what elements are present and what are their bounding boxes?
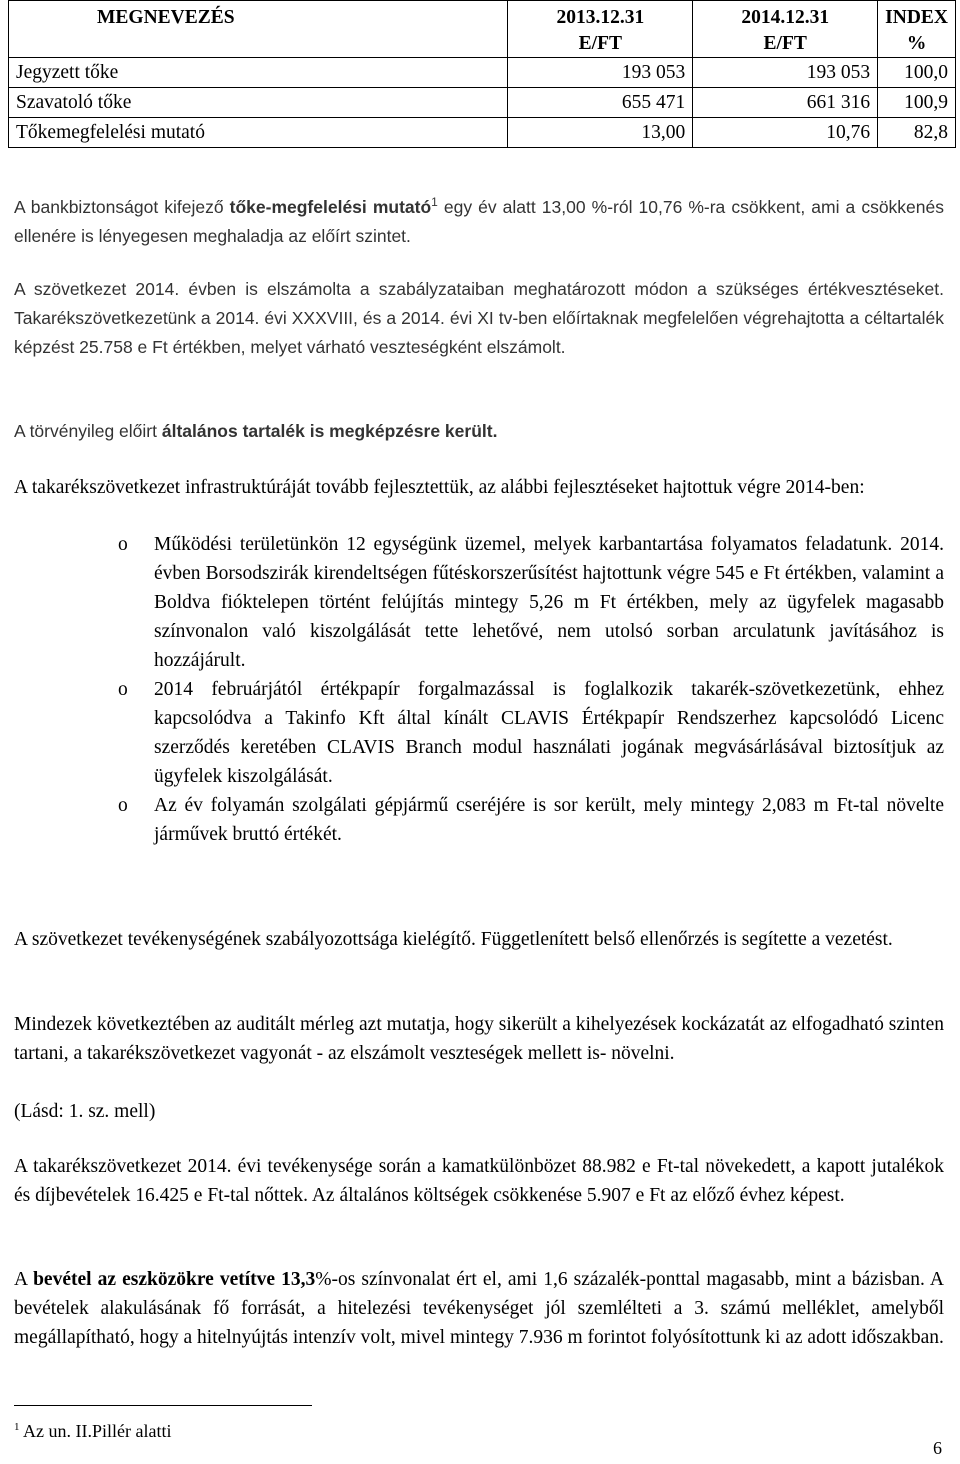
p1-bold-term: tőke-megfelelési mutató: [229, 196, 432, 217]
footnote-divider: [14, 1405, 312, 1406]
row-2014: 661 316: [693, 88, 878, 118]
list-item-text: Az év folyamán szolgálati gépjármű cseréjére is sor került, mely mintegy 2,083 m Ft-tal növelte járművek bruttó értékét.: [154, 795, 944, 845]
p3-bold-text: általános tartalék is megképzésre került.: [161, 421, 498, 441]
row-name: Tőkemegfelelési mutató: [9, 118, 508, 148]
row-index: 100,9: [878, 88, 956, 118]
list-item-text: Működési területünkön 12 egységünk üzemel, melyek karbantartása folyamatos feladatunk. 2014. évben Borsodszirák kirendeltségen fűtéskorszerűsítést hajtottunk végre 545 e Ft értékben, valamint a Boldva fióktelepen történt felújítás mintegy 5,26 m Ft értékben, mely az ügyfelek magasabb színvonalon való kiszolgálását tette lehetővé, nem utolsó sorban arculatunk javításához is hozzájárult.: [154, 534, 944, 671]
impairment-paragraph: A szövetkezet 2014. évben is elszámolta a szabályzataiban meghatározott módon a szükséges értékvesztéseket. Takarékszövetkezetünk a 2014. évi XXXVIII, és a 2014. évi XI tv-ben előírtaknak megfelelően végrehajtotta a céltartalék képzést 25.758 e Ft értékben, melyet várható veszteségként elszámolt.: [14, 279, 944, 357]
row-2014: 10,76: [693, 118, 878, 148]
header-index: INDEX %: [878, 1, 956, 58]
bullet-marker: o: [118, 679, 128, 700]
p3-text-a: A törvényileg előirt: [14, 421, 162, 441]
capital-adequacy-paragraph: [14, 188, 944, 251]
table-row: [9, 118, 956, 148]
page-number: 6: [933, 1438, 942, 1458]
list-item: [14, 791, 944, 849]
footnote: [14, 1415, 171, 1443]
table-row: [9, 88, 956, 118]
table-row: [9, 58, 956, 88]
bullet-marker: o: [118, 534, 128, 555]
row-2013: 193 053: [508, 58, 693, 88]
p8-text-c: %-os színvonalat ért el, ami 1,6 százalék-ponttal magasabb, mint a bázisban. A bevételek alakulásának fő forrását, a hitelezési tevékenységet jól szemlélteti a 3. számú melléklet, amelyből megállapítható, hogy a hitelnyújtás intenzív volt, mivel mintegy 7.936 m forintot folyósítottunk ki az adott időszakban.: [14, 1269, 944, 1348]
footnote-text: Az un. II.Pillér alatti: [19, 1421, 172, 1441]
bullet-marker: o: [118, 795, 128, 816]
infrastructure-intro: A takarékszövetkezet infrastruktúráját tovább fejlesztettük, az alábbi fejlesztéseket hajtottuk végre 2014-ben:: [14, 477, 865, 498]
control-paragraph: A szövetkezet tevékenységének szabályozottsága kielégítő. Függetlenített belső ellenőrzés is segítette a vezetést.: [14, 929, 893, 950]
list-item: [14, 675, 944, 791]
header-2013: 2013.12.31 E/FT: [508, 1, 693, 58]
list-item: [14, 530, 944, 675]
p8-text-a: A: [14, 1269, 34, 1290]
p1-text-c: egy év alatt 13,00 %-ról 10,76 %-ra csökkent, ami a csökkenés ellenére is lényegesen meghaladja az előírt szintet.: [14, 196, 944, 246]
financial-table: [8, 0, 956, 148]
footnote-ref: 1: [431, 195, 438, 209]
reserve-paragraph: [14, 417, 944, 446]
header-name: MEGNEVEZÉS: [9, 1, 508, 58]
p1-text-a: A bankbiztonságot kifejező: [14, 196, 230, 217]
p8-bold-text: bevétel az eszközökre vetítve 13,3: [33, 1269, 316, 1290]
row-2013: 13,00: [508, 118, 693, 148]
row-name: Jegyzett tőke: [9, 58, 508, 88]
revenue-paragraph: [14, 1265, 944, 1352]
row-2013: 655 471: [508, 88, 693, 118]
row-name: Szavatoló tőke: [9, 88, 508, 118]
see-appendix: (Lásd: 1. sz. mell): [14, 1101, 156, 1122]
audit-paragraph: Mindezek következtében az auditált mérleg azt mutatja, hogy sikerült a kihelyezések kockázatát az elfogadható szinten tartani, a takarékszövetkezet vagyonát - az elszámolt veszteségek mellett is- növelni.: [14, 1014, 944, 1064]
row-index: 100,0: [878, 58, 956, 88]
header-2014: 2014.12.31 E/FT: [693, 1, 878, 58]
footnote-mark: 1: [14, 1421, 20, 1433]
interest-paragraph: A takarékszövetkezet 2014. évi tevékenysége során a kamatkülönbözet 88.982 e Ft-tal növekedett, a kapott jutalékok és díjbevételek 16.425 e Ft-tal nőttek. Az általános költségek csökkenése 5.907 e Ft az előző évhez képest.: [14, 1156, 944, 1206]
list-item-text: 2014 februárjától értékpapír forgalmazással is foglalkozik takarék-szövetkezetünk, ehhez kapcsolódva a Takinfo Kft által kínált CLAVIS Értékpapír Rendszerhez kapcsolódó Licenc szerződés keretében CLAVIS Branch modul használati jogának megvásárlásával biztosítjuk az ügyfelek kiszolgálását.: [154, 679, 944, 787]
row-2014: 193 053: [693, 58, 878, 88]
development-list: [14, 530, 944, 849]
table-header-row: [9, 1, 956, 58]
row-index: 82,8: [878, 118, 956, 148]
